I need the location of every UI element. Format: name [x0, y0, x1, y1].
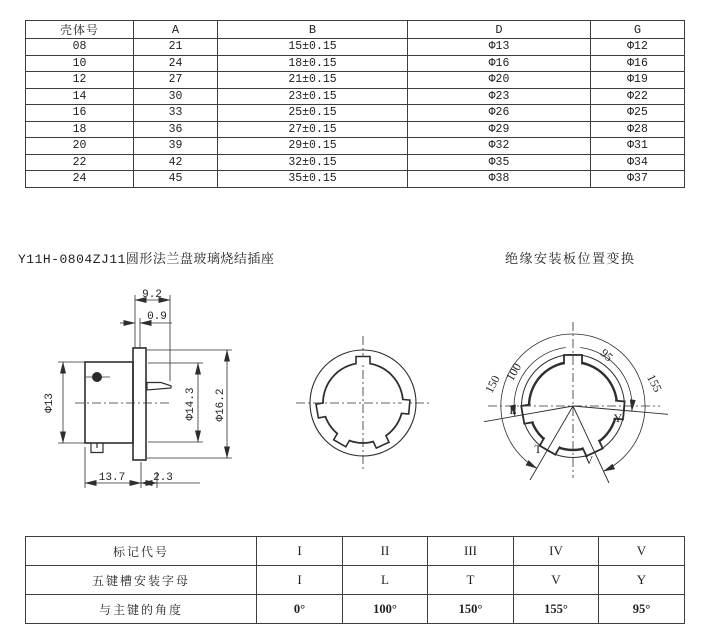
- table-cell: Φ16: [408, 55, 591, 72]
- side-view-dimension-lines: [58, 295, 232, 488]
- key-position-drawing: [482, 322, 668, 483]
- table-cell: 08: [26, 39, 134, 56]
- table-cell: Φ31: [591, 138, 685, 155]
- table-cell: 18: [26, 121, 134, 138]
- dim-body-length: 13.7: [98, 472, 126, 484]
- side-view-outline: [75, 348, 172, 460]
- table-cell: Φ35: [408, 154, 591, 171]
- table-row: [26, 105, 685, 122]
- table-cell: II: [343, 537, 428, 566]
- table-cell: 21: [134, 39, 218, 56]
- table-cell: 20: [26, 138, 134, 155]
- front-view-drawing: [296, 336, 430, 470]
- column-header: 五键槽安装字母: [26, 566, 257, 595]
- table-cell: Φ28: [591, 121, 685, 138]
- key-code-table-body: [26, 537, 685, 624]
- table-cell: 21±0.15: [218, 72, 408, 89]
- table-cell: T: [428, 566, 514, 595]
- column-header: G: [591, 21, 685, 39]
- product-title: Y11H-0804ZJ11圆形法兰盘玻璃烧结插座: [18, 252, 275, 267]
- column-header: A: [134, 21, 218, 39]
- key-label-t: T: [534, 442, 542, 456]
- header-row: [26, 21, 685, 39]
- table-cell: IV: [514, 537, 599, 566]
- column-header: D: [408, 21, 591, 39]
- table-cell: Φ26: [408, 105, 591, 122]
- table-row: [26, 154, 685, 171]
- dim-mid-diameter: Φ14.3: [185, 387, 197, 421]
- dim-flange-thickness: 0.9: [147, 311, 167, 323]
- table-cell: 22: [26, 154, 134, 171]
- table-row: [26, 138, 685, 155]
- table-cell: 35±0.15: [218, 171, 408, 188]
- shell-table-header: [26, 21, 685, 39]
- table-cell: 25±0.15: [218, 105, 408, 122]
- table-cell: Φ34: [591, 154, 685, 171]
- table-cell: Φ32: [408, 138, 591, 155]
- table-cell: 39: [134, 138, 218, 155]
- table-cell: 32±0.15: [218, 154, 408, 171]
- column-header: 标记代号: [26, 537, 257, 566]
- table-cell: Φ16: [591, 55, 685, 72]
- table-row: [26, 55, 685, 72]
- technical-drawings: [0, 278, 708, 533]
- key-code-table: [25, 536, 685, 624]
- dim-width-total: 9.2: [142, 289, 162, 301]
- table-cell: Φ25: [591, 105, 685, 122]
- angle-label-155: 155: [644, 371, 665, 395]
- table-row: [26, 566, 685, 595]
- table-cell: Φ19: [591, 72, 685, 89]
- table-cell: 24: [26, 171, 134, 188]
- key-label-y: Y: [613, 411, 623, 425]
- table-cell: Φ38: [408, 171, 591, 188]
- table-row: [26, 537, 685, 566]
- table-cell: Φ13: [408, 39, 591, 56]
- table-cell: Φ22: [591, 88, 685, 105]
- table-cell: 0°: [257, 595, 343, 624]
- table-cell: 42: [134, 154, 218, 171]
- shell-table-body: [26, 39, 685, 188]
- insulation-board-title: 绝缘安装板位置变换: [505, 252, 636, 267]
- table-row: [26, 121, 685, 138]
- table-cell: I: [257, 566, 343, 595]
- angle-label-95: 95: [597, 345, 616, 365]
- table-cell: 14: [26, 88, 134, 105]
- table-cell: Φ37: [591, 171, 685, 188]
- table-cell: 23±0.15: [218, 88, 408, 105]
- table-cell: 45: [134, 171, 218, 188]
- table-cell: 27: [134, 72, 218, 89]
- shell-size-table: [25, 20, 685, 188]
- key-label-v: V: [584, 453, 594, 467]
- table-cell: 15±0.15: [218, 39, 408, 56]
- table-cell: L: [343, 566, 428, 595]
- angle-label-150: 150: [482, 372, 503, 396]
- table-cell: 12: [26, 72, 134, 89]
- table-cell: 36: [134, 121, 218, 138]
- table-cell: I: [257, 537, 343, 566]
- table-cell: Y: [599, 566, 685, 595]
- table-cell: 10: [26, 55, 134, 72]
- table-cell: Φ23: [408, 88, 591, 105]
- table-cell: III: [428, 537, 514, 566]
- table-cell: 27±0.15: [218, 121, 408, 138]
- dim-flange-diameter: Φ16.2: [215, 388, 227, 422]
- column-header: 与主键的角度: [26, 595, 257, 624]
- dim-body-diameter: Φ13: [44, 393, 56, 413]
- table-cell: 18±0.15: [218, 55, 408, 72]
- table-row: [26, 88, 685, 105]
- table-cell: 150°: [428, 595, 514, 624]
- table-cell: 16: [26, 105, 134, 122]
- dim-tail-length: 2.3: [153, 472, 173, 484]
- table-row: [26, 595, 685, 624]
- table-cell: 24: [134, 55, 218, 72]
- table-cell: 29±0.15: [218, 138, 408, 155]
- table-cell: 100°: [343, 595, 428, 624]
- table-cell: 30: [134, 88, 218, 105]
- table-cell: Φ29: [408, 121, 591, 138]
- table-cell: 95°: [599, 595, 685, 624]
- side-view-drawing: [44, 289, 232, 488]
- table-cell: 155°: [514, 595, 599, 624]
- contact-pin: [147, 383, 171, 391]
- table-cell: 33: [134, 105, 218, 122]
- column-header: B: [218, 21, 408, 39]
- table-cell: V: [599, 537, 685, 566]
- table-row: [26, 39, 685, 56]
- column-header: 壳体号: [26, 21, 134, 39]
- table-cell: Φ12: [591, 39, 685, 56]
- table-row: [26, 72, 685, 89]
- table-cell: V: [514, 566, 599, 595]
- table-row: [26, 171, 685, 188]
- angle-label-100: 100: [502, 360, 525, 384]
- table-cell: Φ20: [408, 72, 591, 89]
- key-label-l: L: [509, 403, 517, 417]
